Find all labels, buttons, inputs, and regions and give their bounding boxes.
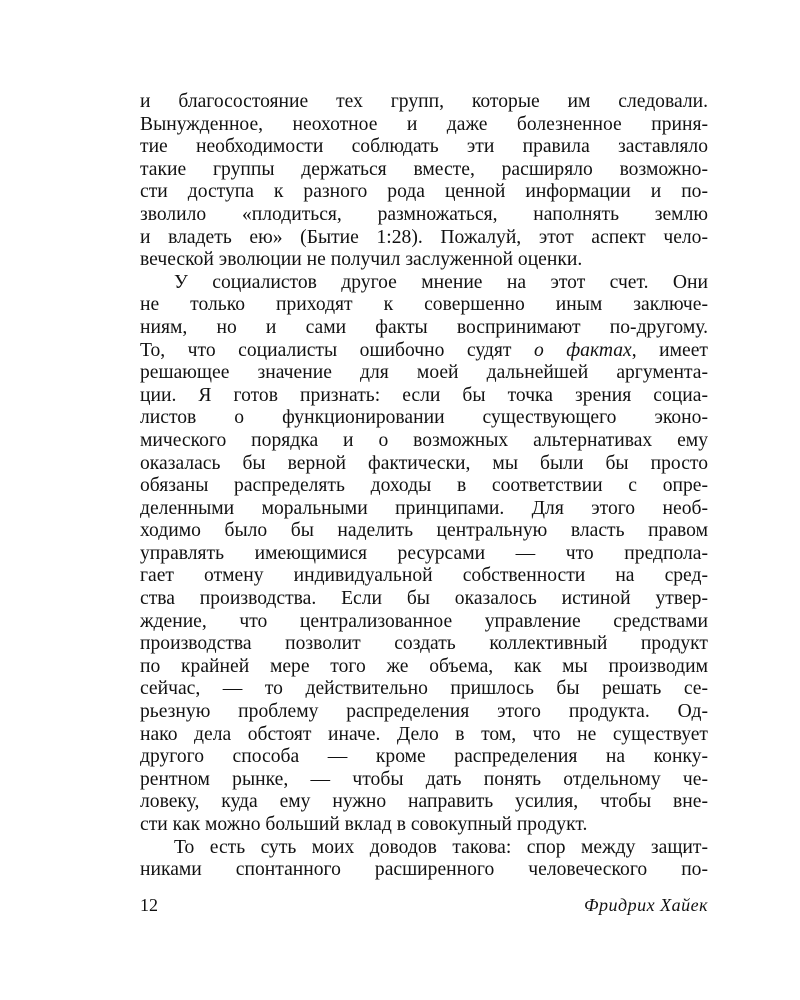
text-line: не только приходят к совершенно иным заключе- (140, 294, 708, 316)
text-line: по крайней мере того же объема, как мы производим (140, 655, 708, 677)
text-line: такие группы держаться вместе, расширяло возможно- (140, 158, 708, 180)
text-line: деленными моральными принципами. Для этого необ- (140, 497, 708, 519)
text-line: ходимо было бы наделить центральную власть правом (140, 520, 708, 542)
text-line: мического порядка и о возможных альтернативах ему (140, 429, 708, 451)
page-number: 12 (140, 895, 158, 915)
text-line: другого способа — кроме распределения на конку- (140, 746, 708, 768)
running-author: Фридрих Хайек (584, 895, 708, 915)
text-line: веческой эволюции не получил заслуженной оценки. (140, 249, 583, 271)
text-line: тие необходимости соблюдать эти правила заставляло (140, 136, 708, 158)
body-text (140, 91, 708, 882)
text-line: зволило «плодиться, размножаться, наполнять землю (140, 203, 708, 225)
text-line: решающее значение для моей дальнейшей аргумента- (140, 362, 708, 384)
text-line: обязаны распределять доходы в соответствии с опре- (140, 475, 708, 497)
paragraph-start-line: То есть суть моих доводов такова: спор между защит- (174, 836, 708, 858)
text-line: ции. Я готов признать: если бы точка зрения социа- (140, 384, 708, 406)
text-line: ждение, что централизованное управление средствами (140, 610, 708, 632)
paragraph-start-line: У социалистов другое мнение на этот счет. Они (174, 271, 708, 293)
text-segment: , имеет (631, 339, 708, 361)
text-line: листов о функционировании существующего эконо- (140, 407, 708, 429)
text-line: нако дела обстоят иначе. Дело в том, что не существует (140, 723, 708, 745)
text-line: управлять имеющимися ресурсами — что предпола- (140, 542, 708, 564)
text-line-with-emphasis (140, 340, 708, 363)
text-line: никами спонтанного расширенного человеческого по- (140, 859, 708, 881)
text-line: сти доступа к разного рода ценной информации и по- (140, 181, 708, 203)
emphasized-text: о фактах (533, 339, 632, 361)
text-line: рьезную проблему распределения этого продукта. Од- (140, 701, 708, 723)
page-footer (140, 893, 708, 917)
text-line: ства производства. Если бы оказалось истиной утвер- (140, 588, 708, 610)
text-segment: То, что социалисты ошибочно судят (140, 339, 534, 361)
text-line: и благосостояние тех групп, которые им следовали. (140, 91, 708, 112)
text-line: и владеть ею» (Бытие 1:28). Пожалуй, этот аспект чело- (140, 226, 708, 248)
text-line: рентном рынке, — чтобы дать понять отдельному че- (140, 768, 708, 790)
text-line: ниям, но и сами факты воспринимают по-другому. (140, 316, 708, 338)
text-line: гает отмену индивидуальной собственности на сред- (140, 565, 708, 587)
text-line: производства позволит создать коллективный продукт (140, 633, 708, 655)
text-line: оказалась бы верной фактически, мы были бы просто (140, 452, 708, 474)
text-line: Вынужденное, неохотное и даже болезненное приня- (140, 113, 708, 135)
text-line: ловеку, куда ему нужно направить усилия, чтобы вне- (140, 791, 708, 813)
text-line: сейчас, — то действительно пришлось бы решать се- (140, 678, 708, 700)
text-line: сти как можно больший вклад в совокупный продукт. (140, 814, 588, 835)
